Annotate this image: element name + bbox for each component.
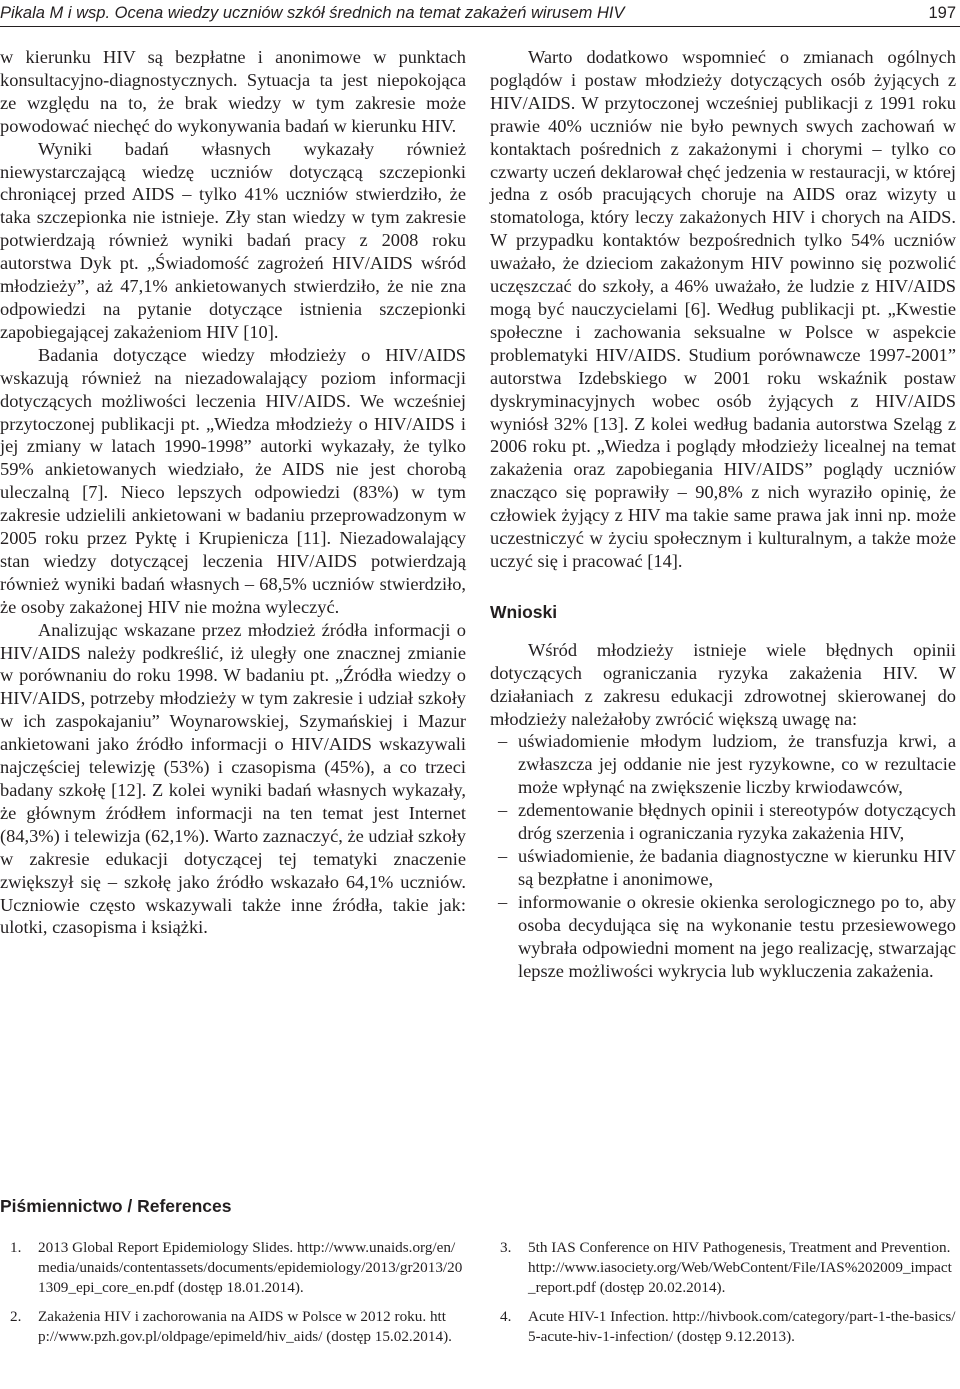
reference-item xyxy=(0,1307,466,1347)
list-item xyxy=(490,799,956,845)
list-item xyxy=(490,730,956,799)
conclusion-list xyxy=(490,730,956,982)
references-heading: Piśmiennictwo / References xyxy=(0,1196,232,1216)
reference-number: 2. xyxy=(10,1307,22,1325)
list-item-text: uświadomienie, że badania diagnostyczne w kierunku HIV są bezpłatne i anonimowe, xyxy=(518,846,956,889)
dash-bullet: – xyxy=(498,731,508,752)
reference-number: 3. xyxy=(500,1239,512,1256)
running-header-title: Pikala M i wsp. Ocena wiedzy uczniów szkół średnich na temat zakażeń wirusem HIV xyxy=(0,4,625,22)
running-header xyxy=(0,0,960,27)
references-left xyxy=(0,1238,466,1355)
paragraph: Analizując wskazane przez młodzież źródła informacji o HIV/AIDS należy podkreślić, iż uległy one znacznej zmianie w porównaniu do roku 1998. W badaniu pt. „Źródła wiedzy o HIV/AIDS, potrzeby młodzieży w tym zakresie i udział szkoły w ich zaspokajaniu” Woynarowskiej, Szymańskiej i Mazur ankietowani jako źródło informacji o HIV/AIDS wskazywali najczęściej telewizję (53%) i czasopisma (45%), a co trzeci badany szkołę [12]. Z kolei wyniki badań własnych wykazały, że głównym źródłem informacji na ten temat jest Internet (84,3%) i telewizja (62,1%). Warto zaznaczyć, że udział szkoły w zakresie edukacji dotyczącej tej tematyki znaczenie zwiększył się – szkołę jako źródło wskazało 64,1% uczniów. Uczniowie często wskazywali także inne źródła, takie jak: ulotki, czasopisma i książki. xyxy=(0,619,466,938)
references-right xyxy=(490,1238,956,1355)
reference-item xyxy=(490,1307,956,1347)
reference-text: Zakażenia HIV i zachorowania na AIDS w Polsce w 2012 roku. http://www.pzh.gov.pl/oldpage/epimeld/hiv_aids/ (dostęp 15.02.2014). xyxy=(38,1307,452,1345)
paragraph: Warto dodatkowo wspomnieć o zmianach ogólnych poglądów i postaw młodzieży dotyczących osób żyjących z HIV/AIDS. W przytoczonej wcześniej publikacji z 1991 roku prawie 40% uczniów nie było pewnych swych zachowań w kontaktach pośrednich z zakażonymi i chorymi – tylko co czwarty uczeń deklarował chęć jedzenia w restauracji, w której jedna z osób pracujących choruje na AIDS oraz wizyty u stomatologa, który leczy zakażonych HIV i chorych na AIDS. W przypadku kontaktów bezpośrednich tylko 54% uczniów uważało, że dzieciom zakażonym HIV powinno się pozwolić uczęszczać do szkoły, a 46% uważało, że ludzie z HIV/AIDS mogą być nauczycielami [6]. Według publikacji pt. „Kwestie społeczne i zachowania seksualne w Polsce w aspekcie problematyki HIV/AIDS. Studium porównawcze 1997-2001” autorstwa Izdebskiego w 2001 roku wskaźnik postaw dyskryminacyjnych wobec osób żyjących z HIV/AIDS wyniósł 32% [13]. Z kolei według badania autorstwa Szeląg z 2006 roku pt. „Wiedza i poglądy młodzieży licealnej na temat zakażenia oraz zapobiegania HIV/AIDS” poglądy uczniów znacząco się poprawiły – 90,8% z nich wyraziło opinię, że człowiek żyjący z HIV ma takie same prawa jak inni np. może uczestniczyć w życiu społecznym i kulturalnym, a także może uczyć się i pracować [14]. xyxy=(490,47,956,571)
reference-text: 2013 Global Report Epidemiology Slides. http://www.unaids.org/en/media/unaids/contentassets/documents/epidemiology/2013/gr2013/201309_epi_core_en.pdf (dostęp 18.01.2014). xyxy=(38,1239,463,1297)
right-column xyxy=(490,46,956,982)
list-item xyxy=(490,891,956,983)
list-item xyxy=(490,845,956,891)
reference-text: 5th IAS Conference on HIV Pathogenesis, Treatment and Prevention. http://www.iasociety.org/Web/WebContent/File/IAS%202009_impact_report.pdf (dostęp 20.02.2014). xyxy=(528,1239,952,1297)
left-column xyxy=(0,46,466,939)
section-heading-conclusions: Wnioski xyxy=(490,601,558,622)
conclusion-paragraph: Wśród młodzieży istnieje wiele błędnych opinii dotyczących ograniczania ryzyka zakażenia HIV. W działaniach z zakresu edukacji zdrowotnej skierowanej do młodzieży należałoby zwrócić większą uwagę na: xyxy=(490,639,956,729)
list-item-text: zdementowanie błędnych opinii i stereotypów dotyczących dróg szerzenia i ograniczania ryzyka zakażenia HIV, xyxy=(518,800,956,844)
list-item-text: uświadomienie młodym ludziom, że transfuzja krwi, a zwłaszcza jej oddanie nie jest ryzykowne, co w rezultacie może wpłynąć na zwiększenie liczby krwiodawców, xyxy=(518,731,956,798)
reference-text: Acute HIV-1 Infection. http://hivbook.com/category/part-1-the-basics/5-acute-hiv-1-infection/ (dostęp 9.12.2013). xyxy=(528,1307,956,1345)
paragraph: w kierunku HIV są bezpłatne i anonimowe w punktach konsultacyjno-diagnostycznych. Sytuacja ta jest niepokojąca ze względu na to, że brak wiedzy w tym zakresie może powodować niechęć do wykonywania badań w kierunku HIV. xyxy=(0,47,466,136)
page-number: 197 xyxy=(928,4,956,22)
dash-bullet: – xyxy=(498,891,508,912)
reference-item xyxy=(490,1238,956,1299)
paragraph: Wyniki badań własnych wykazały również niewystarczającą wiedzę uczniów dotyczącą szczepionki chroniącej przed AIDS – tylko 41% uczniów stwierdziło, że taka szczepionka nie istnieje. Zły stan wiedzy w tym zakresie potwierdzają również wyniki badań pracy z 2008 roku autorstwa Dyk pt. „Świadomość zagrożeń HIV/AIDS wśród młodzieży”, aż 47,1% ankietowanych stwierdziło, że nie zna odpowiedzi na pytanie dotyczące istnienia szczepionki zapobiegającej zakażeniom HIV [10]. xyxy=(0,138,466,342)
reference-number: 4. xyxy=(500,1307,512,1325)
dash-bullet: – xyxy=(498,800,508,821)
dash-bullet: – xyxy=(498,846,508,866)
reference-number: 1. xyxy=(10,1239,22,1256)
reference-item xyxy=(0,1238,466,1299)
list-item-text: informowanie o okresie okienka serologicznego po to, aby osoba decydująca się na wykonanie testu przesiewowego wybrała odpowiedni moment na jego realizację, stwarzając lepsze możliwości wykrycia lub wykluczenia zakażenia. xyxy=(518,891,956,981)
paragraph: Badania dotyczące wiedzy młodzieży o HIV/AIDS wskazują również na niezadowalający poziom informacji dotyczących możliwości leczenia HIV/AIDS. We wcześniej przytoczonej publikacji pt. „Wiedza młodzieży o HIV/AIDS i jej zmiany w latach 1990-1998” autorki wykazały, że tylko 59% ankietowanych wiedziało, że AIDS nie jest chorobą uleczalną [7]. Nieco lepszych odpowiedzi (83%) w tym zakresie udzielili ankietowani w badaniu przeprowadzonym w 2005 roku przez Pyktę i Krupienicza [11]. Niezadowalający stan wiedzy dotyczącej leczenia HIV/AIDS potwierdzają również wyniki badań własnych – 68,5% uczniów stwierdziło, że osoby zakażonej HIV nie można wyleczyć. xyxy=(0,344,466,617)
